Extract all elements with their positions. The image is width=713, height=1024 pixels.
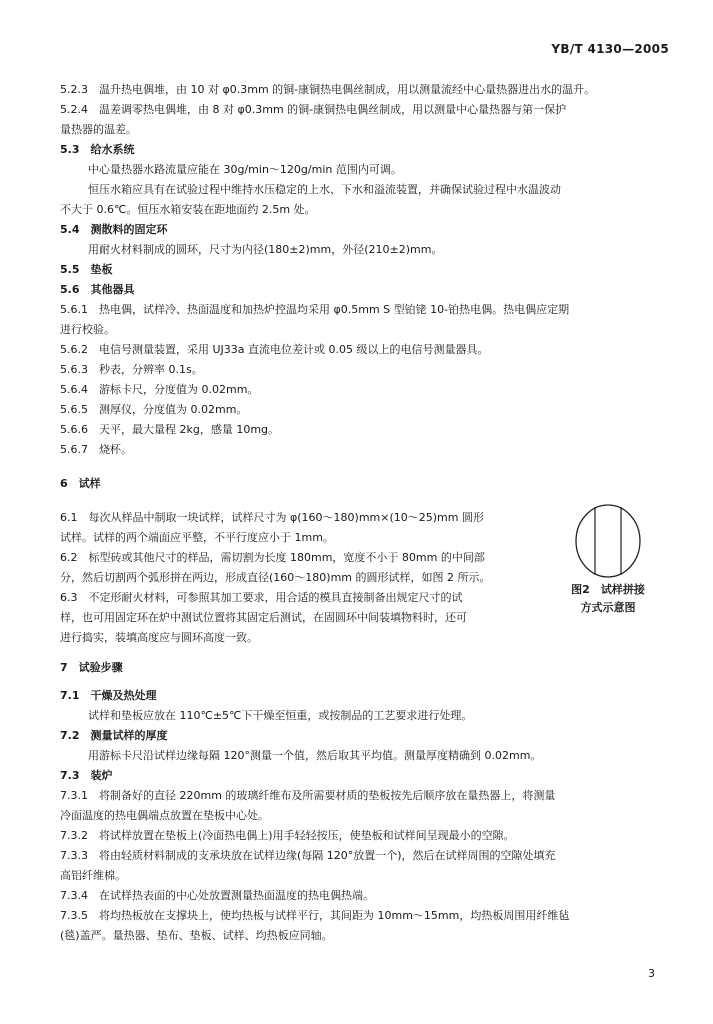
document-body xyxy=(60,80,665,946)
text-line: 用游标卡尺沿试样边缘每隔 120°测量一个值，然后取其平均值。测量厚度精确到 0.02mm。 xyxy=(88,749,542,762)
sample-splice-diagram xyxy=(573,502,643,580)
text-line: (毯)盖严。量热器、垫布、垫板、试样、均热板应同轴。 xyxy=(60,929,333,942)
section-heading: 5.3 给水系统 xyxy=(60,143,135,156)
text-line: 6.1 每次从样品中制取一块试样，试样尺寸为 φ(160～180)mm×(10～25)mm 圆形 xyxy=(60,511,484,524)
text-line: 5.6.1 热电偶，试样冷、热面温度和加热炉控温均采用 φ0.5mm S 型铂铑 10-铂热电偶。热电偶应定期 xyxy=(60,303,570,316)
section-6-title: 6 试样 xyxy=(60,477,101,490)
section-heading: 7.2 测量试样的厚度 xyxy=(60,729,168,742)
text-line: 用耐火材料制成的圆环，尺寸为内径(180±2)mm，外径(210±2)mm。 xyxy=(88,243,443,256)
text-line: 分，然后切割两个弧形拼在两边，形成直径(160～180)mm 的圆形试样，如图 2 所示。 xyxy=(60,571,491,584)
section-7-text xyxy=(60,658,665,946)
spacer xyxy=(60,460,665,474)
spacer xyxy=(60,494,665,502)
text-line: 7.3.2 将试样放置在垫板上(冷面热电偶上)用手轻轻按压，使垫板和试样间呈现最小的空隙。 xyxy=(60,829,515,842)
text-line: 试样和垫板应放在 110℃±5℃下干燥至恒重，或按制品的工艺要求进行处理。 xyxy=(88,709,473,722)
text-line: 量热器的温差。 xyxy=(60,123,137,136)
text-line: 5.6.7 烧杯。 xyxy=(60,443,132,456)
text-line: 5.6.4 游标卡尺，分度值为 0.02mm。 xyxy=(60,383,259,396)
text-line: 5.2.4 温差调零热电偶堆，由 8 对 φ0.3mm 的铜-康铜热电偶丝制成，用以测量中心量热器与第一保护 xyxy=(60,103,567,116)
section-heading: 5.5 垫板 xyxy=(60,263,113,276)
section-6-text xyxy=(60,508,555,648)
section-heading: 7.3 装炉 xyxy=(60,769,113,782)
section-6-with-figure xyxy=(60,502,665,644)
text-line: 5.6.5 测厚仪，分度值为 0.02mm。 xyxy=(60,403,248,416)
text-line: 试样。试样的两个端面应平整，不平行度应小于 1mm。 xyxy=(60,531,334,544)
section-heading: 5.4 测散料的固定环 xyxy=(60,223,168,236)
text-line: 6.3 不定形耐火材料，可参照其加工要求，用合适的模具直接制备出规定尺寸的试 xyxy=(60,591,463,604)
text-line: 5.6.6 天平，最大量程 2kg，感量 10mg。 xyxy=(60,423,280,436)
figure-2 xyxy=(563,502,653,616)
text-line: 6.2 标型砖或其他尺寸的样品，需切割为长度 180mm，宽度不小于 80mm 的中间部 xyxy=(60,551,485,564)
text-line: 7.3.4 在试样热表面的中心处放置测量热面温度的热电偶热端。 xyxy=(60,889,374,902)
text-line: 5.6.2 电信号测量装置，采用 UJ33a 直流电位差计或 0.05 级以上的电信号测量器具。 xyxy=(60,343,489,356)
text-line: 5.2.3 温升热电偶堆，由 10 对 φ0.3mm 的铜-康铜热电偶丝制成，用以测量流经中心量热器进出水的温升。 xyxy=(60,83,596,96)
text-line: 高铝纤维棉。 xyxy=(60,869,126,882)
spacer xyxy=(60,678,665,686)
section-heading: 7 试验步骤 xyxy=(60,661,123,674)
text-line: 冷面温度的热电偶端点放置在垫板中心处。 xyxy=(60,809,269,822)
text-line: 7.3.5 将均热板放在支撑块上，使均热板与试样平行，其间距为 10mm～15mm，均热板周围用纤维毡 xyxy=(60,909,570,922)
figure-caption-line2: 方式示意图 xyxy=(580,601,636,614)
text-line: 进行校验。 xyxy=(60,323,115,336)
text-line: 7.3.1 将制备好的直径 220mm 的玻璃纤维布及所需要材质的垫板按先后顺序放在量热器上，将测量 xyxy=(60,789,556,802)
text-line: 进行捣实，装填高度应与圆环高度一致。 xyxy=(60,631,258,644)
text-line: 5.6.3 秒表，分辨率 0.1s。 xyxy=(60,363,203,376)
text-line: 样，也可用固定环在炉中测试位置将其固定后测试，在固圆环中间装填物料时，还可 xyxy=(60,611,467,624)
text-line: 中心量热器水路流量应能在 30g/min～120g/min 范围内可调。 xyxy=(88,163,402,176)
page-number: 3 xyxy=(648,967,655,980)
text-line: 7.3.3 将由轻质材料制成的支承块放在试样边缘(每隔 120°放置一个)，然后在试样周围的空隙处填充 xyxy=(60,849,556,862)
section-heading: 7.1 干燥及热处理 xyxy=(60,689,157,702)
section-heading: 5.6 其他器具 xyxy=(60,283,135,296)
text-line: 恒压水箱应具有在试验过程中维持水压稳定的上水、下水和溢流装置，并确保试验过程中水温波动 xyxy=(88,183,561,196)
text-line: 不大于 0.6℃。恒压水箱安装在距地面约 2.5m 处。 xyxy=(60,203,316,216)
figure-caption-line1: 图2 试样拼接 xyxy=(571,583,645,596)
standard-code: YB/T 4130—2005 xyxy=(551,42,669,56)
section-5-text xyxy=(60,80,665,460)
